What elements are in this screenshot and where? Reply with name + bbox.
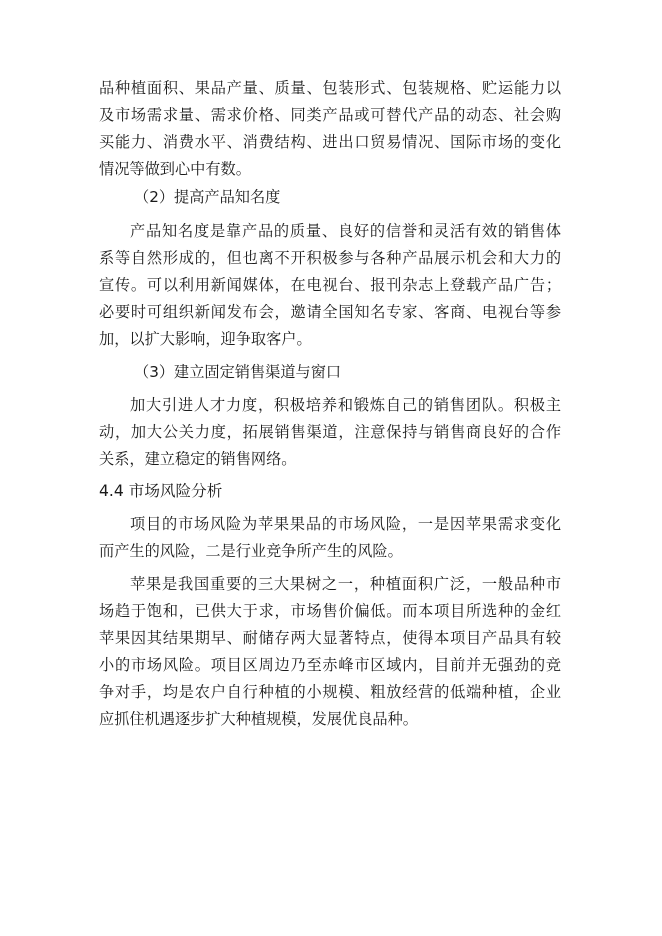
paragraph-line: 而产生的风险，二是行业竞争所产生的风险。 [99, 542, 403, 560]
paragraph-line: 加大引进人才力度，积极培养和锻炼自己的销售团队。积极主 [130, 396, 561, 414]
paragraph-line: 关系，建立稳定的销售网络。 [99, 450, 297, 468]
paragraph-line: 及市场需求量、需求价格、同类产品或可替代产品的动态、社会购 [99, 106, 561, 124]
paragraph-line: 必要时可组织新闻发布会，邀请全国知名专家、客商、电视台等参 [99, 303, 561, 321]
paragraph-line: 系等自然形成的，但也离不开积极参与各种产品展示机会和大力的 [99, 249, 561, 267]
paragraph-line: 项目的市场风险为苹果果品的市场风险，一是因苹果需求变化 [130, 515, 561, 533]
paragraph-line: 动，加大公关力度，拓展销售渠道，注意保持与销售商良好的合作 [99, 423, 561, 441]
paragraph-line: 小的市场风险。项目区周边乃至赤峰市区域内，目前并无强劲的竞 [99, 656, 561, 674]
subheading: （3）建立固定销售渠道与窗口 [134, 363, 342, 381]
paragraph-line: 产品知名度是靠产品的质量、良好的信誉和灵活有效的销售体 [130, 222, 561, 240]
paragraph-line: 加，以扩大影响，迎争取客户。 [99, 330, 312, 348]
section-heading: 4.4 市场风险分析 [99, 482, 223, 500]
subheading: （2）提高产品知名度 [134, 188, 281, 206]
paragraph-line: 买能力、消费水平、消费结构、进出口贸易情况、国际市场的变化 [99, 133, 561, 151]
paragraph-line: 品种植面积、果品产量、质量、包装形式、包装规格、贮运能力以 [99, 79, 561, 97]
paragraph-line: 苹果是我国重要的三大果树之一，种植面积广泛，一般品种市 [130, 575, 561, 593]
paragraph-line: 场趋于饱和，已供大于求，市场售价偏低。而本项目所选种的金红 [99, 602, 561, 620]
paragraph-line: 苹果因其结果期早、耐储存两大显著特点，使得本项目产品具有较 [99, 629, 561, 647]
paragraph-line: 宣传。可以利用新闻媒体，在电视台、报刊杂志上登载产品广告； [99, 276, 561, 294]
paragraph-line: 应抓住机遇逐步扩大种植规模，发展优良品种。 [99, 710, 418, 728]
paragraph-line: 情况等做到心中有数。 [99, 160, 251, 178]
paragraph-line: 争对手，均是农户自行种植的小规模、粗放经营的低端种植，企业 [99, 683, 561, 701]
